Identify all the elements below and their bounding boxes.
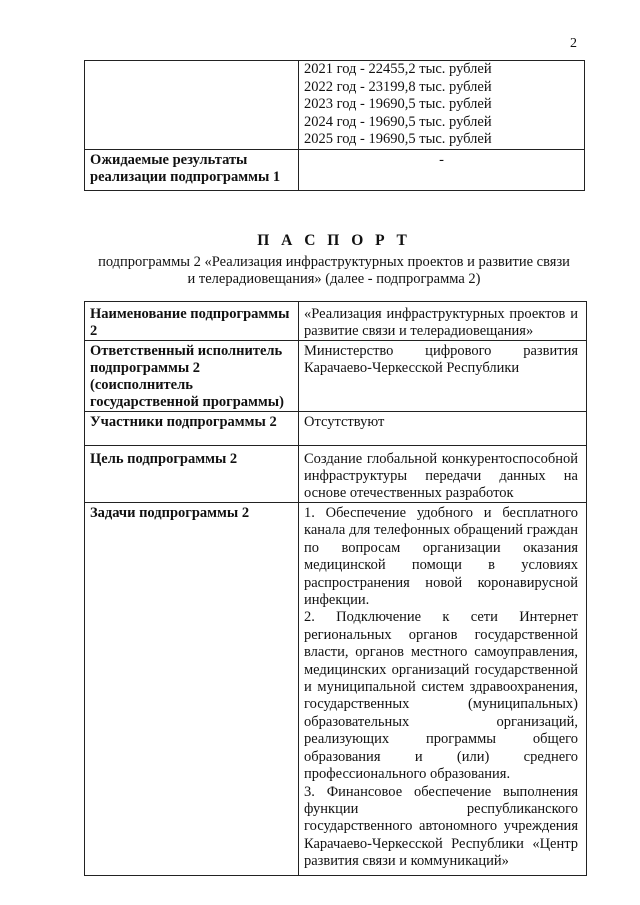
- passport-table: [84, 301, 587, 876]
- page-number: 2: [570, 36, 577, 51]
- passport-title: П А С П О Р Т: [257, 232, 411, 249]
- funding-line: 2021 год - 22455,2 тыс. рублей: [304, 61, 492, 77]
- row-value: Министерство цифрового развития Карачаево-Черкесской Республики: [299, 341, 587, 412]
- funding-values-cell: [299, 61, 585, 150]
- row-value: Создание глобальной конкурентоспособной инфраструктуры передачи данных на основе отечественных разработок: [299, 446, 587, 503]
- table-row: [85, 302, 587, 341]
- passport-subtitle: подпрограммы 2 «Реализация инфраструктурных проектов и развитие связи и телерадиовещания» (далее - подпрограмма 2): [98, 254, 570, 287]
- funding-line: 2025 год - 19690,5 тыс. рублей: [304, 131, 492, 148]
- row-label: Ответственный исполнитель подпрограммы 2 (соисполнитель государственной программы): [85, 341, 299, 412]
- funding-line: 2023 год - 19690,5 тыс. рублей: [304, 96, 492, 113]
- expected-results-row: [85, 149, 585, 190]
- task-item: 2. Подключение к сети Интернет региональных органов государственной власти, органов местного самоуправления, медицинских организаций государственной и муниципальной систем здравоохранения, государственных (муниципальных) образовательных организаций, реализующих программы общего образования и (или) среднего профессионального образования.: [304, 609, 578, 783]
- task-item: 3. Финансовое обеспечение выполнения функции республиканского государственного автономного учреждения Карачаево-Черкесской Республики «Центр развития связи и коммуникаций»: [304, 783, 578, 870]
- funding-line: 2024 год - 19690,5 тыс. рублей: [304, 113, 492, 130]
- funding-table: [84, 60, 585, 191]
- table-row: [85, 446, 587, 503]
- row-label: Наименование подпрограммы 2: [85, 302, 299, 341]
- expected-results-value: -: [299, 149, 585, 190]
- expected-results-label: Ожидаемые результаты реализации подпрограммы 1: [85, 149, 299, 190]
- tasks-row: [85, 503, 587, 876]
- row-label: Цель подпрограммы 2: [85, 446, 299, 503]
- table-row: [85, 412, 587, 446]
- funding-line: 2022 год - 23199,8 тыс. рублей: [304, 78, 492, 95]
- row-value: «Реализация инфраструктурных проектов и развитие связи и телерадиовещания»: [299, 302, 587, 341]
- tasks-value: [299, 503, 587, 876]
- row-label: Участники подпрограммы 2: [85, 412, 299, 446]
- tasks-label: Задачи подпрограммы 2: [85, 503, 299, 876]
- table-row: [85, 341, 587, 412]
- funding-row: [85, 61, 585, 150]
- row-value: Отсутствуют: [299, 412, 587, 446]
- passport-heading: [84, 232, 584, 288]
- task-item: 1. Обеспечение удобного и бесплатного канала для телефонных обращений граждан по вопросам организации оказания медицинской помощи в условиях распространения новой коронавирусной инфекции.: [304, 505, 578, 609]
- funding-label-cell: [85, 61, 299, 150]
